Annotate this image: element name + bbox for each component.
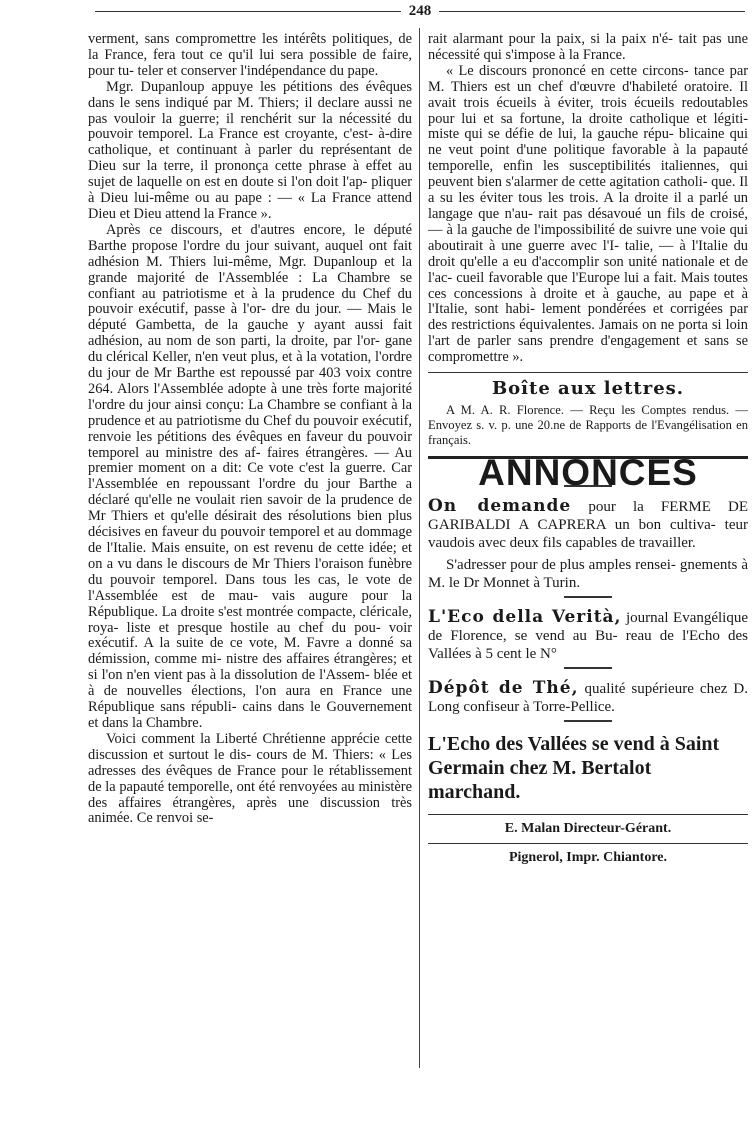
divider: [428, 372, 748, 373]
annonces-title: ANNONCES: [478, 451, 698, 493]
short-rule: [564, 720, 612, 722]
boite-title: Boîte aux lettres.: [491, 378, 685, 400]
left-paragraph: Après ce discours, et d'autres encore, le député Barthe propose l'ordre du jour suivant, auquel ont fait adhésion M. Thiers lui-même, Mgr. Dupanloup et la grande majorité de l'Assemblée : La Chambre se confiant au patriotisme et à la prudence du Chef du pouvoir exécutif, passe à l'or- dre du jour. — Mais le député Gambetta, de la gauche y ayant aussi fait adhésion, au nom de son parti, la droite, par l'or- gane du clérical Keller, n'en veut plus, et à la votation, l'ordre du jour de Mr Barthe est repoussé par 403 voix contre 264. Alors l'Assemblée adopte à une très forte majorité l'ordre du jour ainsi conçu: La Chambre se confiant à la prudence et au patriotisme du Chef du pouvoir exécutif, renvoie les pétitions des évêques en faveur du pouvoir temporel au ministre des af- faires étrangères. — Au premier moment on a dit: Ce vote c'est la guerre. Car l'Assemblée en repoussant l'ordre du jour Barthe a déclaré qu'elle ne voulait rien savoir de la prudence de Mr Thiers et qu'elle désirait des résolutions bien plus décisives en faveur du pouvoir temporel et au dommage de l'Italie. Mais ensuite, on est revenu de cette idée; et on a vu dans le discours de Mr Thiers l'oraison funèbre du pouvoir temporel. Dans tous les cas, le vote de l'Assemblée est de mau- vais augure pour la République. La droite s'est montrée compacte, cléricale, roya- liste et presque hostile au chef du pou- voir exécutif. A la suite de ce vote, M. Favre a donné sa démission, comme mi- nistre des affaires étrangères; et si l'on n'en vient pas à la dissolution de l'Assem- blée et à de nouvelles élections, l'on aura en France une République sans républi- cains dans le Gouvernement et dans la Chambre.: [88, 221, 412, 731]
ad-caprera-contact: S'adresser pour de plus amples rensei- gnements à M. le Dr Monnet à Turin.: [428, 556, 748, 591]
left-paragraph: verment, sans compromettre les intérêts politiques, de la France, fera tout ce qu'il lui sera possible de faire, pour tu- teler et conserver l'indépendance du pape.: [88, 31, 412, 79]
column-divider: [419, 28, 420, 1068]
page-number: 248: [408, 2, 432, 19]
printer-line: [428, 850, 748, 866]
right-paragraph: rait alarmant pour la paix, si la paix n'é- tait pas une nécessité qui s'impose à la France.: [428, 31, 748, 63]
ad-depot-the-lead: Dépôt de Thé,: [428, 677, 579, 698]
footer-divider: [428, 843, 748, 844]
page-header: [95, 2, 745, 20]
ad-caprera-text: pour la FERME DE GARIBALDI A CAPRERA un bon cultiva- teur vaudois avec deux fils capables de travailler.: [428, 498, 749, 551]
ad-depot-the-text: qualité supérieure chez D. Long confiseur à Torre-Pellice.: [428, 680, 749, 715]
header-rule-right: [439, 11, 745, 12]
footer-divider: [428, 814, 748, 815]
left-column: [88, 32, 412, 827]
ad-caprera: [428, 497, 748, 552]
ad-eco-verita: [428, 608, 748, 663]
left-paragraph: Voici comment la Liberté Chrétienne apprécie cette discussion et surtout le dis- cours de M. Thiers: « Les adresses des évêques de France pour le rétablissement de la papauté temporelle, ont été renvoyées au ministère des affaires étrangères, après une discussion très animée. Ce renvoi se-: [88, 730, 412, 827]
left-paragraph: Mgr. Dupanloup appuye les pétitions des évêques dans le sens indiqué par M. Thiers; il declare aussi ne pas vouloir la guerre; il renchérit sur la nécessité du pouvoir temporel. La France est croyante, c'est- à-dire catholique, et continuant à parler du représentant de Dieu sur la terre, il prononça cette phrase à effet au sujet de laquelle on est en doute si l'on doit l'ap- pliquer à Dieu lui-même ou au pape : — « La France attend Dieu et Dieu attend la France ».: [88, 78, 412, 222]
editor-name: E. Malan Directeur-Gérant.: [504, 820, 672, 836]
right-column: [428, 32, 748, 866]
ad-eco-verita-lead: L'Eco della Verità,: [428, 606, 622, 627]
short-rule: [564, 596, 612, 598]
header-rule-left: [95, 11, 401, 12]
ad-eco-verita-text: journal Evangélique de Florence, se vend au Bu- reau de l'Echo des Vallées à 5 cent le N°: [428, 609, 749, 662]
short-rule: [564, 667, 612, 669]
ad-echo-vallees: [428, 732, 748, 804]
editor-line: [428, 821, 748, 837]
printer-name: Pignerol, Impr. Chiantore.: [508, 849, 668, 865]
ad-echo-vallees-text: L'Echo des Vallées se vend à Saint Germain chez M. Bertalot marchand.: [428, 732, 720, 803]
ad-caprera-lead: On demande: [428, 495, 572, 516]
boite-text: A M. A. R. Florence. — Reçu les Comptes rendus. — Envoyez s. v. p. une 20.ne de Rapports de l'Evangélisation en français.: [428, 402, 748, 447]
right-paragraph: « Le discours prononcé en cette circons- tance par M. Thiers est un chef d'œuvre d'habileté oratoire. Il avait trois écueils à éviter, trois écueils redoutables pour lui et sa fortune, la droite catholique et légiti- miste qui se défie de lui, la gauche répu- blicaine qui ne veut point d'une politique favorable à la papauté temporelle, enfin les susceptibilités italiennes, qui peuvent bien s'alarmer de cette agitation catholi- que. Il a su les éviter tous les trois. A la droite il a parlé un langage que n'au- rait pas désavoué un fils de croisé, — à la gauche de l'impossibilité de suivre une voie qui aboutirait à une guerre avec l'I- talie, — à l'Italie du droit qu'elle a eu d'accomplir son unité nationale et de l'ac- cueil favorable que l'Europe lui a fait. Mais toutes ces concessions à droite et à gauche, au pape et à l'Italie, sont habi- lement pondérées et corrigées par des restrictions équivalentes. Jamais on ne porta si loin l'art de parler sans prendre d'engagement et sans se compromettre ».: [428, 62, 748, 366]
ad-depot-the: [428, 679, 748, 716]
